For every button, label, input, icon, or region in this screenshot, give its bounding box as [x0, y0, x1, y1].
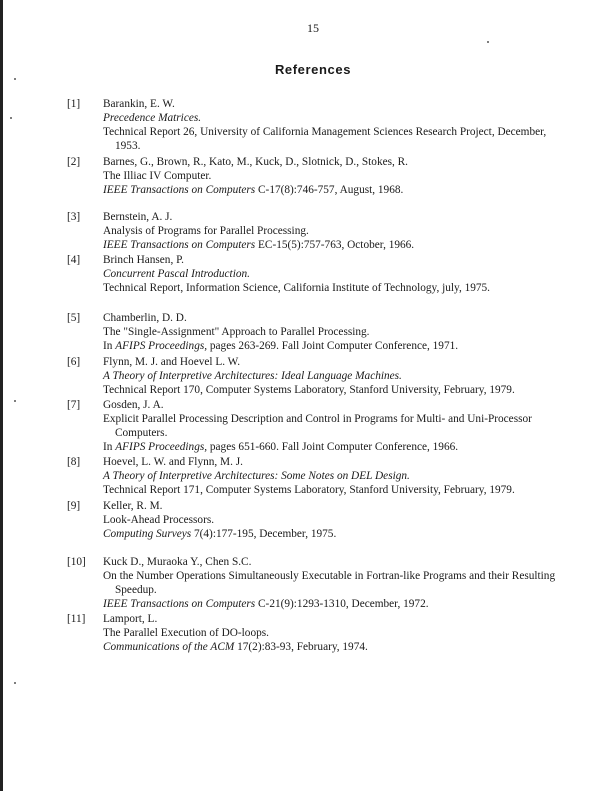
reference-text: Computers.: [115, 427, 168, 439]
reference-line: [103, 469, 587, 483]
scan-speck: [487, 41, 489, 43]
reference-body: [103, 398, 587, 454]
reference-body: [103, 97, 587, 153]
reference-text: C-17(8):746-757, August, 1968.: [255, 184, 404, 196]
reference-line: [103, 169, 587, 183]
reference-text: 1953.: [115, 140, 141, 152]
reference-text: 7(4):177-195, December, 1975.: [191, 528, 337, 540]
reference-number: [7]: [67, 399, 81, 411]
reference-line: [103, 183, 587, 197]
reference-text: pages 263-269. Fall Joint Computer Conference, 1971.: [207, 340, 459, 352]
reference-number: [9]: [67, 500, 81, 512]
reference-body: [103, 210, 587, 252]
reference-italic-text: Computing Surveys: [103, 528, 192, 540]
reference-line: [103, 426, 587, 440]
reference-line: [103, 513, 587, 527]
reference-text: Bernstein, A. J.: [103, 211, 173, 223]
reference-line: [103, 583, 587, 597]
reference-text: Gosden, J. A.: [103, 399, 164, 411]
reference-entry: [67, 311, 587, 353]
reference-number: [2]: [67, 156, 81, 168]
reference-entry: [67, 398, 587, 454]
reference-line: [103, 597, 587, 611]
reference-line: [103, 267, 587, 281]
reference-line: [103, 555, 587, 569]
reference-text: The "Single-Assignment" Approach to Parallel Processing.: [103, 326, 370, 338]
reference-line: [103, 125, 587, 139]
reference-number: [3]: [67, 211, 81, 223]
reference-text: Keller, R. M.: [103, 500, 163, 512]
reference-entry: [67, 612, 587, 654]
reference-italic-text: AFIPS Proceedings,: [115, 441, 208, 453]
reference-italic-text: A Theory of Interpretive Architectures: Some Notes on DEL Design.: [103, 470, 410, 482]
reference-line: [103, 440, 587, 454]
reference-line: [103, 97, 587, 111]
reference-line: [103, 224, 587, 238]
reference-line: [103, 210, 587, 224]
reference-body: [103, 455, 587, 497]
reference-text: Technical Report 170, Computer Systems Laboratory, Stanford University, February, 1979.: [103, 384, 515, 396]
reference-text: 17(2):83-93, February, 1974.: [234, 641, 368, 653]
reference-entry: [67, 155, 587, 197]
reference-line: [103, 238, 587, 252]
reference-italic-text: Concurrent Pascal Introduction.: [103, 268, 250, 280]
reference-body: [103, 253, 587, 295]
scan-edge: [0, 0, 3, 791]
reference-text: Speedup.: [115, 584, 157, 596]
reference-line: [103, 139, 587, 153]
reference-line: [103, 612, 587, 626]
reference-line: [103, 253, 587, 267]
reference-line: [103, 640, 587, 654]
reference-text: Kuck D., Muraoka Y., Chen S.C.: [103, 556, 252, 568]
reference-body: [103, 355, 587, 397]
reference-text: Technical Report 26, University of California Management Sciences Research Project, December,: [103, 126, 547, 138]
reference-text: Chamberlin, D. D.: [103, 312, 187, 324]
reference-entry: [67, 97, 587, 153]
reference-text: The Illiac IV Computer.: [103, 170, 212, 182]
reference-text: Look-Ahead Processors.: [103, 514, 215, 526]
reference-italic-text: AFIPS Proceedings,: [115, 340, 208, 352]
reference-entry: [67, 355, 587, 397]
reference-italic-text: IEEE Transactions on Computers: [103, 598, 256, 610]
reference-text: C-21(9):1293-1310, December, 1972.: [255, 598, 429, 610]
page-title: References: [274, 62, 352, 77]
reference-text: Technical Report, Information Science, California Institute of Technology, july, 1975.: [103, 282, 491, 294]
reference-line: [103, 569, 587, 583]
reference-body: [103, 499, 587, 541]
reference-text: Explicit Parallel Processing Description and Control in Programs for Multi- and Uni-Processor: [103, 413, 532, 425]
scan-speck: [10, 117, 12, 119]
reference-number: [5]: [67, 312, 81, 324]
reference-text: Brinch Hansen, P.: [103, 254, 184, 266]
reference-line: [103, 311, 587, 325]
reference-italic-text: IEEE Transactions on Computers: [103, 239, 256, 251]
reference-number: [8]: [67, 456, 81, 468]
reference-text: Barnes, G., Brown, R., Kato, M., Kuck, D., Slotnick, D., Stokes, R.: [103, 156, 409, 168]
reference-line: [103, 325, 587, 339]
reference-number: [4]: [67, 254, 81, 266]
reference-line: [103, 355, 587, 369]
reference-italic-text: A Theory of Interpretive Architectures: Ideal Language Machines.: [103, 370, 402, 382]
reference-italic-text: IEEE Transactions on Computers: [103, 184, 256, 196]
reference-line: [103, 383, 587, 397]
reference-line: [103, 499, 587, 513]
reference-text: pages 651-660. Fall Joint Computer Conference, 1966.: [207, 441, 459, 453]
reference-body: [103, 555, 587, 611]
reference-text: Hoevel, L. W. and Flynn, M. J.: [103, 456, 243, 468]
reference-text: Analysis of Programs for Parallel Processing.: [103, 225, 309, 237]
reference-text: On the Number Operations Simultaneously Executable in Fortran-like Programs and their Resulting: [103, 570, 556, 582]
reference-line: [103, 527, 587, 541]
reference-text: Barankin, E. W.: [103, 98, 175, 110]
reference-text: Lamport, L.: [103, 613, 158, 625]
reference-body: [103, 311, 587, 353]
reference-number: [6]: [67, 356, 81, 368]
reference-entry: [67, 253, 587, 295]
reference-line: [103, 339, 587, 353]
reference-entry: [67, 455, 587, 497]
reference-line: [103, 626, 587, 640]
reference-text: The Parallel Execution of DO-loops.: [103, 627, 269, 639]
reference-line: [103, 455, 587, 469]
reference-number: [1]: [67, 98, 81, 110]
reference-entry: [67, 499, 587, 541]
reference-line: [103, 111, 587, 125]
reference-line: [103, 412, 587, 426]
reference-line: [103, 483, 587, 497]
scan-speck: [14, 400, 16, 402]
reference-line: [103, 155, 587, 169]
scan-speck: [14, 682, 16, 684]
reference-number: [11]: [67, 613, 86, 625]
reference-italic-text: Precedence Matrices.: [103, 112, 202, 124]
reference-text: Technical Report 171, Computer Systems Laboratory, Stanford University, February, 1979.: [103, 484, 515, 496]
reference-entry: [67, 210, 587, 252]
reference-line: [103, 398, 587, 412]
reference-number: [10]: [67, 556, 86, 568]
reference-body: [103, 155, 587, 197]
reference-text: EC-15(5):757-763, October, 1966.: [255, 239, 415, 251]
reference-text: Flynn, M. J. and Hoevel L. W.: [103, 356, 241, 368]
page-number: 15: [307, 21, 319, 35]
reference-italic-text: Communications of the ACM: [103, 641, 235, 653]
reference-entry: [67, 555, 587, 611]
reference-line: [103, 369, 587, 383]
reference-text: In: [103, 441, 116, 453]
reference-body: [103, 612, 587, 654]
scan-speck: [14, 78, 16, 80]
reference-line: [103, 281, 587, 295]
reference-text: In: [103, 340, 116, 352]
